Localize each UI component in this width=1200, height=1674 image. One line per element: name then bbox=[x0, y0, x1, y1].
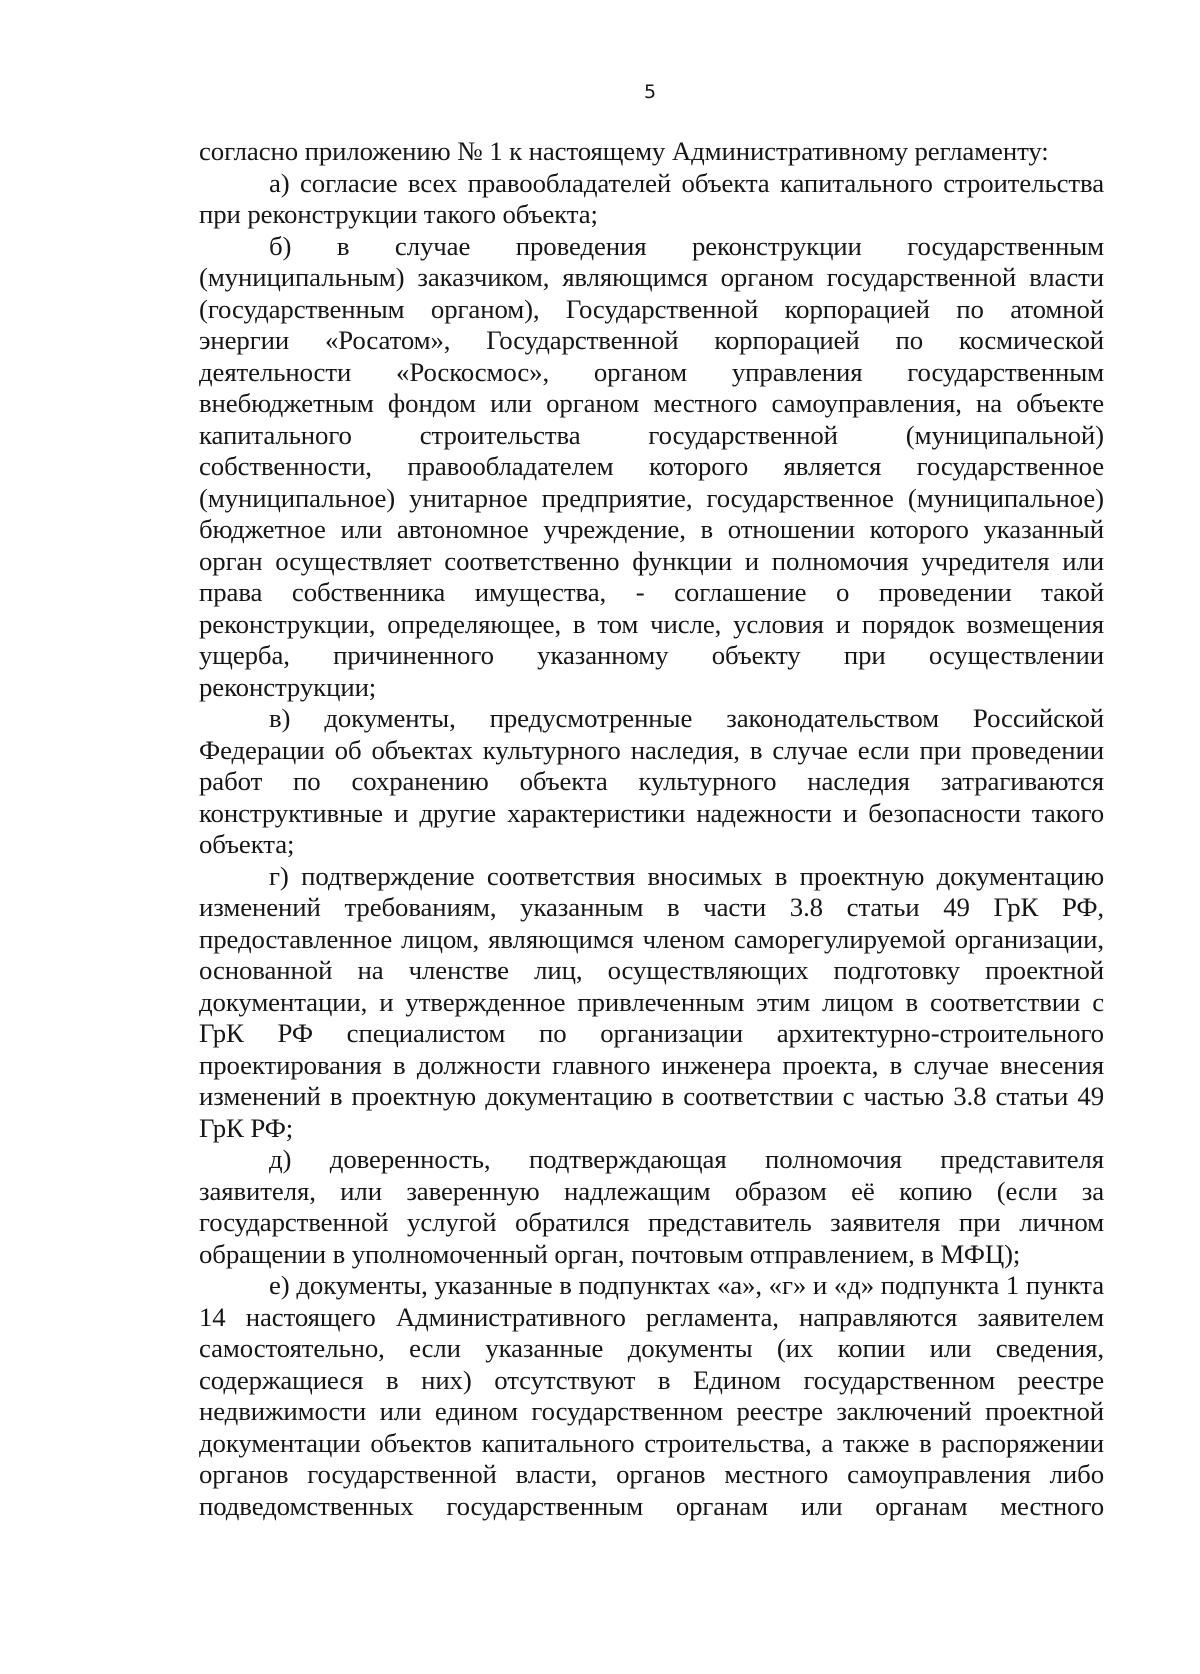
text-line: д) доверенность, подтверждающая полномочия представителя bbox=[269, 1144, 1104, 1174]
text-line: ГрК РФ; bbox=[199, 1112, 294, 1143]
text-line: изменений в проектную документацию в соответствии с частью 3.8 статьи 49 bbox=[199, 1081, 1104, 1111]
text-line: 14 настоящего Административного регламента, направляются заявителем bbox=[199, 1301, 1104, 1332]
text-line: предоставленное лицом, являющимся членом саморегулируемой организации, bbox=[199, 923, 1104, 954]
text-line: капитального строительства государственной (муниципальной) bbox=[199, 419, 1104, 450]
text-line: реконструкции; bbox=[199, 671, 377, 702]
text-line: в) документы, предусмотренные законодательством Российской bbox=[269, 703, 1104, 733]
text-line: документации объектов капитального строительства, а также в распоряжении bbox=[199, 1427, 1104, 1458]
text-line: проектирования в должности главного инженера проекта, в случае внесения bbox=[199, 1049, 1104, 1080]
text-line: заявителя, или заверенную надлежащим образом её копию (если за bbox=[199, 1175, 1104, 1206]
text-line: содержащиеся в них) отсутствуют в Едином государственном реестре bbox=[199, 1364, 1104, 1395]
text-line: основанной на членстве лиц, осуществляющих подготовку проектной bbox=[199, 955, 1104, 985]
text-line: Федерации об объектах культурного наследия, в случае если при проведении bbox=[199, 734, 1104, 765]
text-line: (муниципальное) унитарное предприятие, государственное (муниципальное) bbox=[199, 482, 1104, 513]
text-line: б) в случае проведения реконструкции государственным bbox=[269, 230, 1104, 261]
text-line: обращении в уполномоченный орган, почтовым отправлением, в МФЦ); bbox=[199, 1238, 1021, 1269]
text-line: изменений требованиям, указанным в части 3.8 статьи 49 ГрК РФ, bbox=[199, 892, 1104, 922]
text-line: деятельности «Роскосмос», органом управления государственным bbox=[199, 356, 1104, 387]
text-line: а) согласие всех правообладателей объекта капитального строительства bbox=[269, 167, 1104, 198]
text-line: подведомственных государственным органам или органам местного bbox=[199, 1490, 1104, 1521]
text-line: государственной услугой обратился представитель заявителя при личном bbox=[199, 1207, 1104, 1237]
text-line: ГрК РФ специалистом по организации архитектурно-строительного bbox=[199, 1018, 1104, 1048]
text-line: (муниципальным) заказчиком, являющимся органом государственной власти bbox=[199, 262, 1104, 292]
text-line: орган осуществляет соответственно функции и полномочия учредителя или bbox=[199, 545, 1104, 576]
text-line: права собственника имущества, - соглашение о проведении такой bbox=[199, 577, 1104, 607]
text-line: внебюджетным фондом или органом местного самоуправления, на объекте bbox=[199, 388, 1104, 418]
text-line: самостоятельно, если указанные документы (их копии или сведения, bbox=[199, 1333, 1104, 1363]
text-line: бюджетное или автономное учреждение, в отношении которого указанный bbox=[199, 514, 1104, 544]
text-line: органов государственной власти, органов местного самоуправления либо bbox=[199, 1459, 1104, 1489]
text-line: ущерба, причиненного указанному объекту при осуществлении bbox=[199, 640, 1104, 670]
text-line: собственности, правообладателем которого является государственное bbox=[199, 451, 1104, 481]
text-line: г) подтверждение соответствия вносимых в проектную документацию bbox=[269, 860, 1104, 891]
text-line: (государственным органом), Государственной корпорацией по атомной bbox=[199, 293, 1104, 324]
text-line: недвижимости или едином государственном реестре заключений проектной bbox=[199, 1396, 1104, 1426]
text-line: е) документы, указанные в подпунктах «а», «г» и «д» подпункта 1 пункта bbox=[269, 1270, 1104, 1300]
text-line: документации, и утвержденное привлеченным этим лицом в соответствии с bbox=[199, 986, 1104, 1017]
text-line: работ по сохранению объекта культурного наследия затрагиваются bbox=[199, 766, 1104, 796]
page-number: 5 bbox=[643, 81, 657, 103]
text-line: конструктивные и другие характеристики надежности и безопасности такого bbox=[199, 797, 1104, 828]
text-line: согласно приложению № 1 к настоящему Административному регламенту: bbox=[199, 136, 1049, 166]
text-line: объекта; bbox=[199, 829, 295, 859]
text-line: реконструкции, определяющее, в том числе, условия и порядок возмещения bbox=[199, 608, 1104, 639]
document-body bbox=[199, 136, 1104, 1522]
text-line: при реконструкции такого объекта; bbox=[199, 199, 598, 229]
text-line: энергии «Росатом», Государственной корпорацией по космической bbox=[199, 325, 1104, 355]
